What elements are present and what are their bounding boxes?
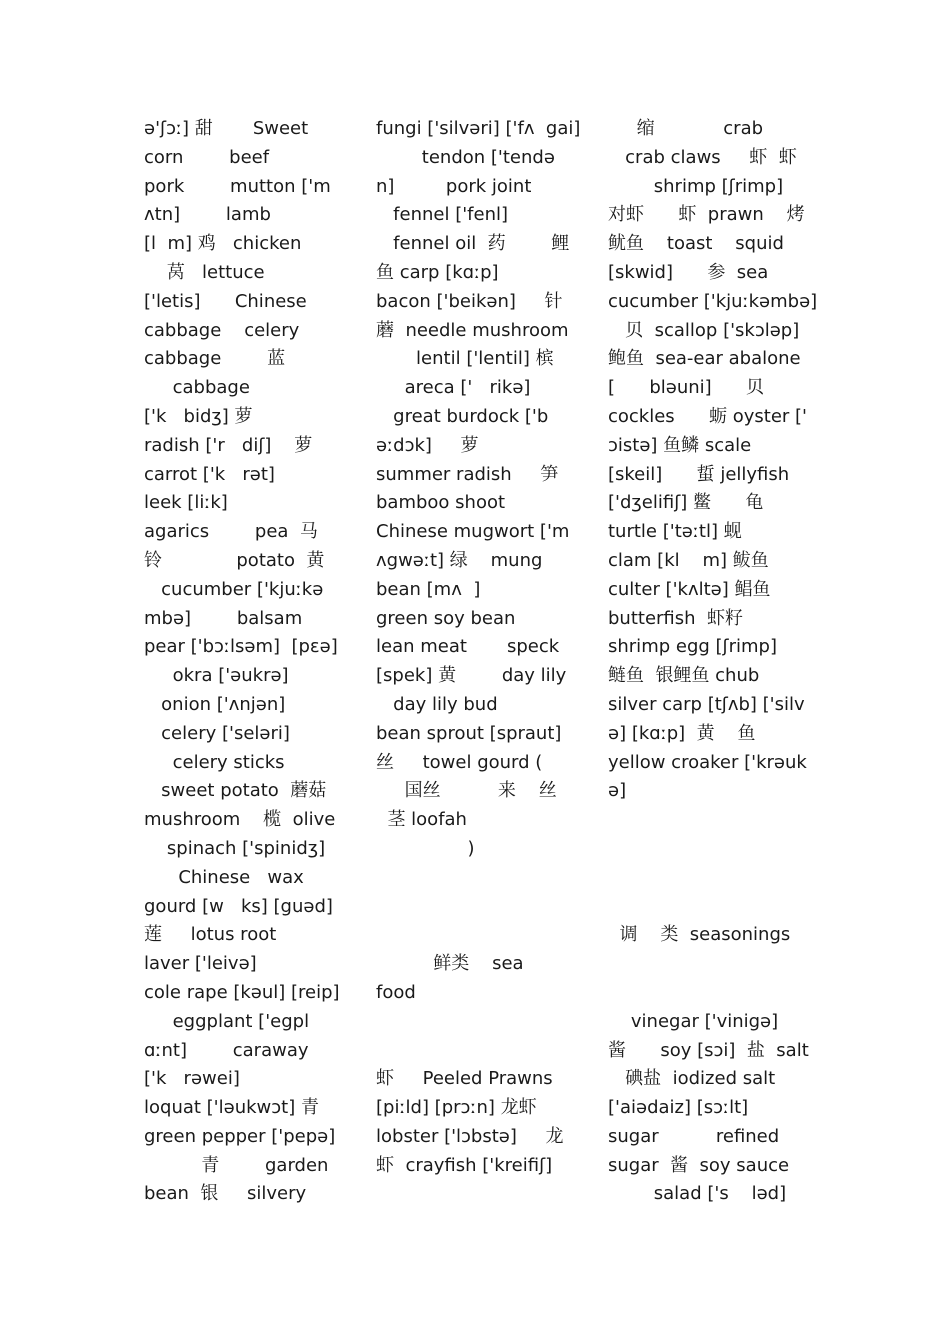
vocab-column-1: [144, 115, 364, 1209]
text-line: areca [' rikə]: [376, 377, 531, 399]
text-line: 鲜类 sea: [376, 953, 524, 975]
text-line: shrimp egg [ʃrimp]: [608, 636, 777, 658]
text-line: 缩 crab: [608, 118, 764, 139]
text-line: 茎 loofah: [376, 809, 467, 831]
text-line: 青 garden: [144, 1154, 329, 1176]
vocab-column-2: [376, 115, 596, 1180]
blank-line: [376, 1037, 596, 1066]
text-line: Chinese wax: [144, 866, 304, 888]
text-line: 国丝 来 丝: [376, 780, 557, 802]
text-line: lean meat speck: [376, 636, 560, 658]
text-line: cabbage: [144, 377, 250, 399]
text-line: ['dʒelifiʃ] 鳖 龟: [608, 492, 764, 514]
text-line: laver ['leivə]: [144, 953, 257, 975]
blank-line: [608, 979, 828, 1008]
text-line: clam [kl m] 鲅鱼: [608, 549, 769, 571]
text-line: ɑːnt] caraway: [144, 1039, 309, 1061]
text-line: sweet potato 蘑菇: [144, 780, 327, 802]
blank-line: [376, 864, 596, 893]
text-line: shrimp [ʃrimp]: [608, 175, 784, 197]
text-line: butterfish 虾籽: [608, 607, 743, 629]
text-line: vinegar ['vinigə]: [608, 1010, 779, 1032]
text-line: 贝 scallop ['skɔləp]: [608, 319, 800, 341]
text-line: onion ['ʌnjən]: [144, 693, 286, 715]
text-line: ): [376, 837, 475, 859]
text-line: 鲢鱼 银鲤鱼 chub: [608, 665, 760, 687]
text-line: [spek] 黄 day lily: [376, 665, 567, 687]
text-line: lobster ['lɔbstə] 龙: [376, 1125, 564, 1147]
blank-line: [376, 921, 596, 950]
text-line: okra ['əukrə]: [144, 665, 289, 687]
text-line: bean [mʌ ]: [376, 578, 481, 600]
text-line: Chinese mugwort ['m: [376, 521, 570, 543]
text-line: 虾 crayfish ['kreifiʃ]: [376, 1154, 553, 1176]
text-line: green pepper ['pepə]: [144, 1125, 336, 1147]
blank-line: [608, 893, 828, 922]
text-line: ['k rəwei]: [144, 1068, 240, 1090]
blank-line: [608, 835, 828, 864]
text-line: [piːld] [prɔːn] 龙虾: [376, 1097, 537, 1119]
text-line: cole rape [kəul] [reip]: [144, 981, 340, 1003]
text-line: [skwid] 参 sea: [608, 261, 769, 283]
text-line: ə'ʃɔː] 甜 Sweet: [144, 118, 309, 139]
text-line: sugar 酱 soy sauce: [608, 1154, 790, 1176]
text-line: cucumber ['kjuːkə: [144, 578, 324, 600]
text-line: cabbage celery: [144, 319, 300, 341]
text-line: 鱿鱼 toast squid: [608, 233, 784, 255]
text-line: n] pork joint: [376, 175, 532, 197]
text-line: cucumber ['kjuːkəmbə]: [608, 290, 818, 312]
text-line: loquat ['ləukwɔt] 青: [144, 1097, 319, 1119]
text-line: əːdɔk] 萝: [376, 434, 479, 456]
text-line: cabbage 蓝: [144, 348, 286, 370]
text-line: 鲍鱼 sea-ear abalone: [608, 348, 801, 370]
text-line: ['aiədaiz] [sɔːlt]: [608, 1097, 749, 1119]
text-line: sugar refined: [608, 1125, 780, 1147]
blank-line: [376, 893, 596, 922]
text-line: bean 银 silvery: [144, 1183, 307, 1205]
text-line: ɔistə] 鱼鳞 scale: [608, 434, 752, 456]
text-line: tendon ['tendə: [376, 146, 555, 168]
text-line: gourd [w ks] [guəd]: [144, 895, 333, 917]
text-line: fungi ['silvəri] ['fʌ gai]: [376, 118, 581, 139]
text-line: mushroom 榄 olive: [144, 809, 336, 831]
text-line: ʌtn] lamb: [144, 204, 271, 226]
text-line: 酱 soy [sɔi] 盐 salt: [608, 1039, 809, 1061]
text-line: ['letis] Chinese: [144, 290, 307, 312]
text-line: 丝 towel gourd (: [376, 751, 543, 773]
text-line: great burdock ['b: [376, 405, 549, 427]
text-line: 莴 lettuce: [144, 261, 265, 283]
text-line: eggplant ['egpl: [144, 1010, 310, 1032]
blank-line: [376, 1008, 596, 1037]
text-line: bean sprout [spraut]: [376, 722, 562, 744]
text-line: 对虾 虾 prawn 烤: [608, 204, 805, 226]
text-line: ə]: [608, 780, 627, 802]
text-line: bacon ['beikən] 针: [376, 290, 563, 312]
text-line: fennel oil 药 鲤: [376, 233, 570, 255]
text-line: corn beef: [144, 146, 270, 168]
text-line: silver carp [tʃʌb] ['silv: [608, 693, 805, 715]
text-line: cockles 蛎 oyster [': [608, 405, 808, 427]
text-line: 鱼 carp [kɑːp]: [376, 261, 499, 283]
text-line: ʌgwəːt] 绿 mung: [376, 549, 543, 571]
text-line: 调 类 seasonings: [608, 924, 791, 946]
text-line: 碘盐 iodized salt: [608, 1068, 776, 1090]
text-line: ə] [kɑːp] 黄 鱼: [608, 722, 756, 744]
text-line: [l m] 鸡 chicken: [144, 233, 302, 255]
text-line: [skeil] 蜇 jellyfish: [608, 463, 790, 485]
text-line: 铃 potato 黄: [144, 549, 325, 571]
text-line: pear ['bɔːlsəm] [pɛə]: [144, 636, 338, 658]
text-line: salad ['s ləd]: [608, 1183, 787, 1205]
text-line: pork mutton ['m: [144, 175, 331, 197]
text-line: crab claws 虾 虾: [608, 146, 797, 168]
text-line: mbə] balsam: [144, 607, 303, 629]
text-line: radish ['r diʃ] 萝: [144, 434, 313, 456]
text-line: celery ['seləri]: [144, 722, 290, 744]
text-line: summer radish 笋: [376, 463, 559, 485]
blank-line: [608, 950, 828, 979]
text-line: celery sticks: [144, 751, 285, 773]
text-line: green soy bean: [376, 607, 516, 629]
text-line: yellow croaker ['krəuk: [608, 751, 807, 773]
text-line: culter ['kʌltə] 鲳鱼: [608, 578, 771, 600]
text-line: 莲 lotus root: [144, 924, 277, 946]
blank-line: [608, 864, 828, 893]
text-line: ['k bidʒ] 萝: [144, 405, 253, 427]
vocab-column-3: [608, 115, 828, 1209]
text-line: turtle ['təːtl] 蚬: [608, 521, 742, 543]
text-line: carrot ['k rət]: [144, 463, 275, 485]
text-line: fennel ['fenl]: [376, 204, 509, 226]
text-line: bamboo shoot: [376, 492, 506, 514]
text-line: lentil ['lentil] 槟: [376, 348, 554, 370]
text-line: food: [376, 981, 416, 1003]
text-line: [ bləuni] 贝: [608, 377, 765, 399]
text-line: agarics pea 马: [144, 521, 318, 543]
text-line: spinach ['spinidʒ]: [144, 837, 326, 859]
blank-line: [608, 806, 828, 835]
text-line: leek [liːk]: [144, 492, 228, 514]
text-line: 虾 Peeled Prawns: [376, 1068, 553, 1090]
text-line: 蘑 needle mushroom: [376, 319, 569, 341]
text-line: day lily bud: [376, 693, 498, 715]
